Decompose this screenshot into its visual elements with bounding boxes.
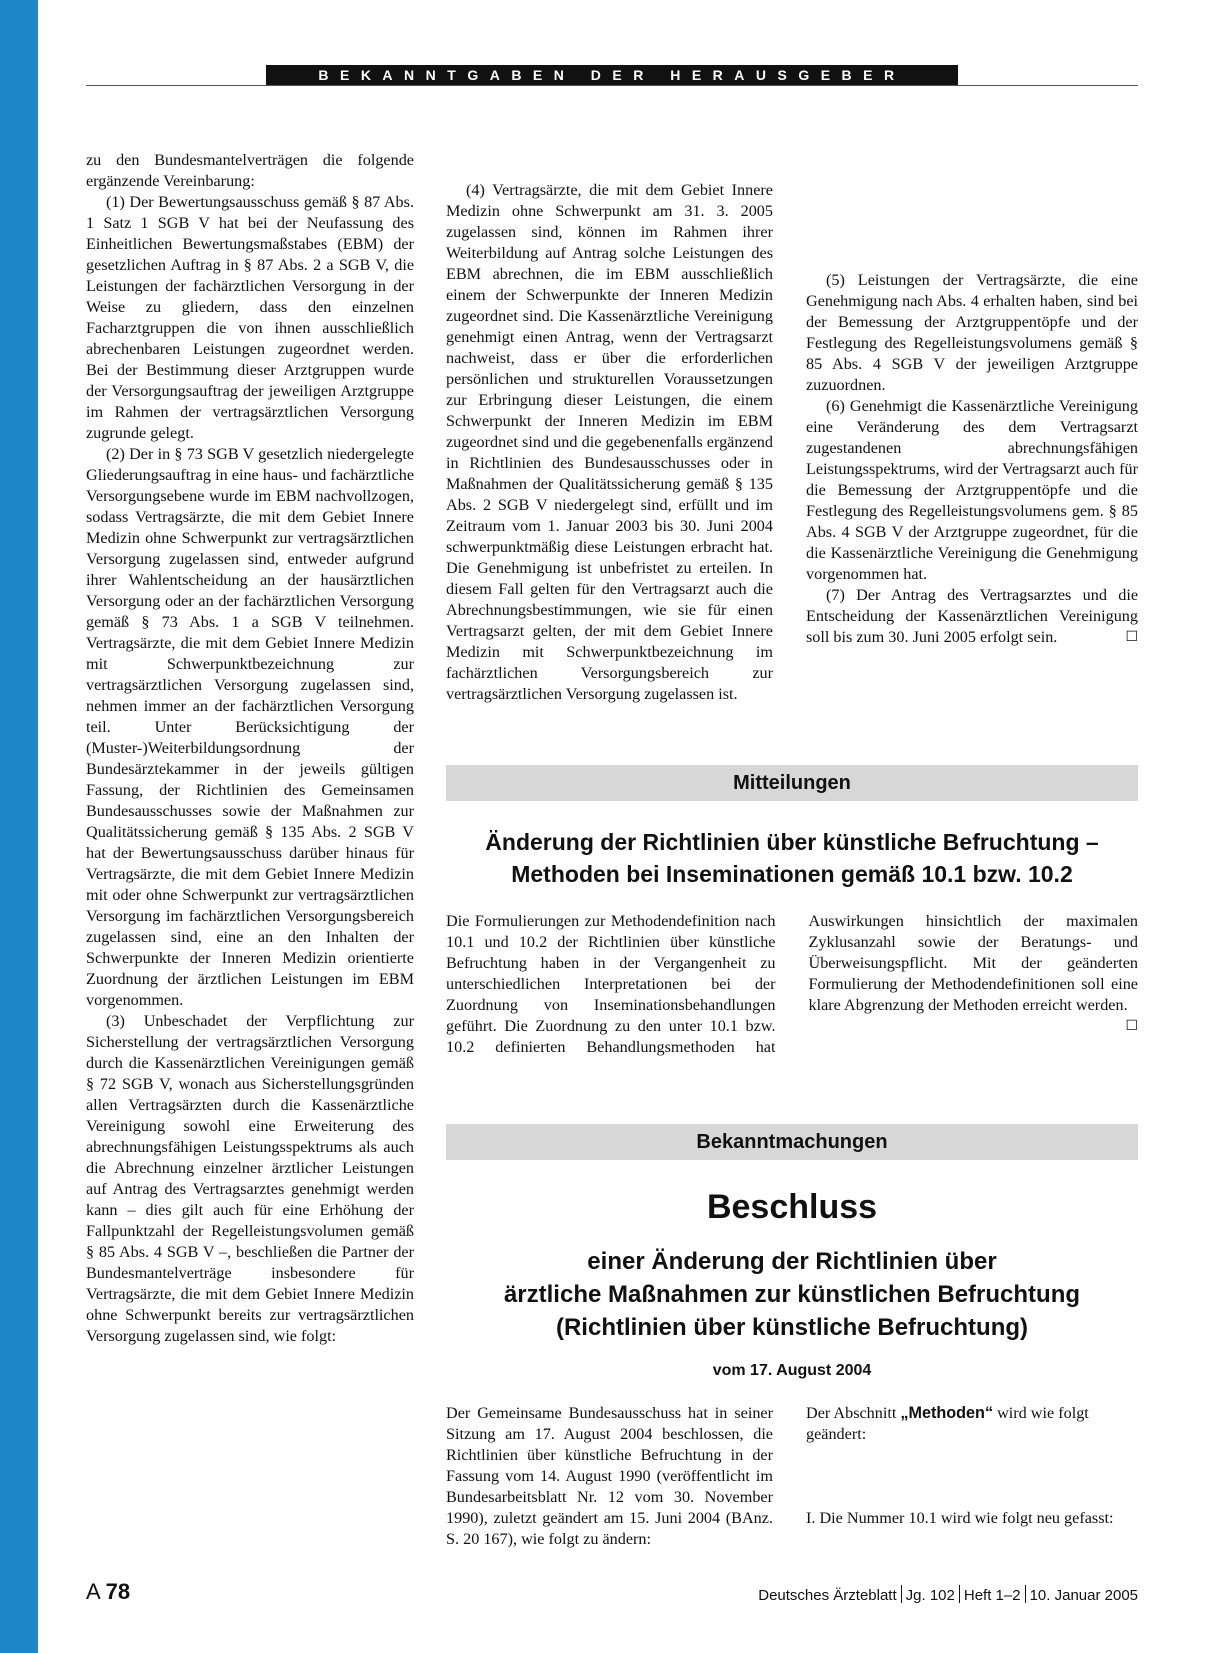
subtitle-line: (Richtlinien über künstliche Befruchtung) bbox=[555, 1314, 1029, 1341]
section-name: „Methoden“ bbox=[900, 1404, 994, 1422]
paragraph: (6) Genehmigt die Kassenärztliche Vereinigung eine Veränderung des dem Vertragsarzt zugestandenen abrechnungsfähigen Leistungsspektrums, wird der Vertragsarzt auch für die Bemessung der Arztgruppentöpfe und die Festlegung des Regelleistungsvolumens gem. § 85 Abs. 4 SGB V der Arztgruppe zugeordnet, für die die Kassenärztliche Vereinigung die Genehmigung vorgenommen hat. bbox=[806, 397, 1138, 583]
title-line: Änderung der Richtlinien über künstliche Befruchtung – bbox=[485, 829, 1099, 855]
section-header-band: BEKANNTGABEN DER HERAUSGEBER bbox=[266, 65, 958, 85]
decision-column-right bbox=[806, 1403, 1138, 1529]
text-column-2 bbox=[446, 180, 773, 705]
side-color-bar bbox=[0, 0, 38, 1653]
decision-title: Beschluss bbox=[706, 1188, 878, 1226]
text-column-1 bbox=[86, 150, 414, 1347]
paragraph: Der Abschnitt „Methoden“ wird wie folgt geändert: bbox=[806, 1404, 1089, 1443]
subtitle-line: ärztliche Maßnahmen zur künstlichen Befruchtung bbox=[503, 1281, 1081, 1308]
title-line: Methoden bei Inseminationen gemäß 10.1 bzw. 10.2 bbox=[511, 861, 1073, 887]
footer-citation bbox=[758, 1585, 1138, 1604]
page-number: A 78 bbox=[86, 1579, 131, 1604]
footer-separator bbox=[1025, 1585, 1026, 1603]
text-column-3 bbox=[806, 270, 1138, 648]
decision-subtitle bbox=[446, 1245, 1138, 1344]
decision-date: vom 17. August 2004 bbox=[712, 1362, 872, 1379]
end-mark: ☐ bbox=[1125, 629, 1138, 645]
volume: Jg. 102 bbox=[905, 1587, 955, 1604]
end-mark: ☐ bbox=[1125, 1018, 1138, 1034]
decision-column-left bbox=[446, 1403, 773, 1550]
journal-name: Deutsches Ärzteblatt bbox=[758, 1587, 897, 1604]
subtitle-line: einer Änderung der Richtlinien über bbox=[587, 1248, 997, 1275]
issue-date: 10. Januar 2005 bbox=[1029, 1587, 1138, 1604]
section-band-mitteilungen: Mitteilungen bbox=[446, 765, 1138, 801]
paragraph: (4) Vertragsärzte, die mit dem Gebiet Innere Medizin ohne Schwerpunkt am 31. 3. 2005 zugelassen sind, können im Rahmen ihrer Weiterbildung auf Antrag solche Leistungen des EBM abrechnen, die im EBM ausschließlich einem der Schwerpunkte der Inneren Medizin zugeordnet sind. Die Kassenärztliche Vereinigung genehmigt einen Antrag, wenn der Vertragsarzt nachweist, dass er über die erforderlichen persönlichen und strukturellen Voraussetzungen zur Erbringung dieser Leistungen, die einem Schwerpunkt der Inneren Medizin im EBM zugeordnet sind und die gegebenenfalls ergänzend in Richtlinien des Bundesausschusses oder in Maßnahmen der Qualitätssicherung gemäß § 135 Abs. 2 SGB V niedergelegt sind, erfüllt und im Zeitraum vom 1. Januar 2003 bis 30. Juni 2004 schwerpunktmäßig diese Leistungen erbracht hat. Die Genehmigung ist unbefristet zu erteilen. In diesem Fall gelten für den Vertragsarzt auch die Abrechnungsbestimmungen, wie sie für einen Vertragsarzt gelten, der mit dem Gebiet Innere Medizin mit Schwerpunktbezeichnung im fachärztlichen Versorgungsbereich zur vertragsärztlichen Versorgung zugelassen ist. bbox=[446, 181, 773, 703]
footer-separator bbox=[901, 1585, 902, 1603]
paragraph: (2) Der in § 73 SGB V gesetzlich niedergelegte Gliederungsauftrag in eine haus- und fachärztliche Versorgungsebene wurde im EBM nachvollzogen, sodass Vertragsärzte, die mit dem Gebiet Innere Medizin ohne Schwerpunkt zur vertragsärztlichen Versorgung zugelassen sind, entweder aufgrund ihrer Wahlentscheidung an der hausärztlichen Versorgung oder an der fachärztlichen Versorgung gemäß § 73 Abs. 1 a SGB V teilnehmen. Vertragsärzte, die mit dem Gebiet Innere Medizin mit Schwerpunktbezeichnung zur vertragsärztlichen Versorgung zugelassen sind, nehmen immer an der fachärztlichen Versorgung teil. Unter Berücksichtigung der (Muster-)Weiterbildungsordnung der Bundesärztekammer in der jeweils gültigen Fassung, der Richtlinien des Gemeinsamen Bundesausschusses sowie der Maßnahmen zur Qualitätssicherung gemäß § 135 Abs. 2 SGB V hat der Bewertungsausschuss darüber hinaus für Vertragsärzte, die mit dem Gebiet Innere Medizin mit oder ohne Schwerpunkt zur vertragsärztlichen Versorgung im fachärztlichen Versorgungsbereich zugelassen sind, eine an den Inhalten der Schwerpunkte der Inneren Medizin orientierte Zuordnung der ärztlichen Leistungen im EBM vorgenommen. bbox=[86, 445, 414, 1009]
paragraph: zu den Bundesmantelverträgen die folgende ergänzende Vereinbarung: bbox=[86, 151, 414, 190]
paragraph: (1) Der Bewertungsausschuss gemäß § 87 Abs. 1 Satz 1 SGB V hat bei der Neufassung des Einheitlichen Bewertungsmaßstabes (EBM) der gesetzlichen Auftrag in § 87 Abs. 2 a SGB V, die Leistungen der fachärztlichen Versorgung in der Weise zu gliedern, dass den einzelnen Facharztgruppen die von ihnen ausschließlich abrechenbaren Leistungen zugeordnet werden. Bei der Bestimmung dieser Arztgruppen wurde der Versorgungsauftrag der jeweiligen Arztgruppe im Rahmen der vertragsärztlichen Versorgung zugrunde gelegt. bbox=[86, 193, 414, 442]
mitteilungen-text bbox=[446, 911, 1138, 1058]
section-band-bekanntmachungen: Bekanntmachungen bbox=[446, 1124, 1138, 1160]
article-title bbox=[446, 826, 1138, 890]
paragraph bbox=[806, 585, 1138, 648]
list-item: I. Die Nummer 10.1 wird wie folgt neu gefasst: bbox=[806, 1509, 1114, 1527]
paragraph: (3) Unbeschadet der Verpflichtung zur Sicherstellung der vertragsärztlichen Versorgung durch die Kassenärztlichen Vereinigungen gemäß § 72 SGB V, wonach aus Sicherstellungsgründen allen Vertragsärzten durch die Kassenärztliche Vereinigung sowohl eine Erweiterung des abrechnungsfähigen Leistungsspektrums als auch die Abrechnung einzelner ärztlicher Leistungen auf Antrag des Vertragsarztes genehmigt werden kann – dies gilt auch für eine Erhöhung der Fallpunktzahl der Regelleistungsvolumen gemäß § 85 Abs. 4 SGB V –, beschließen die Partner der Bundesmantelverträge insbesondere für Vertragsärzte, die mit dem Gebiet Innere Medizin ohne Schwerpunkt bereits zur vertragsärztlichen Versorgung zugelassen sind, wie folgt: bbox=[86, 1012, 414, 1345]
paragraph: (5) Leistungen der Vertragsärzte, die eine Genehmigung nach Abs. 4 erhalten haben, sind bei der Bemessung der Arztgruppentöpfe und der Festlegung des Regelleistungsvolumens gemäß § 85 Abs. 4 SGB V der jeweiligen Arztgruppe zuzuordnen. bbox=[806, 271, 1138, 394]
header-rule bbox=[86, 85, 1138, 86]
issue: Heft 1–2 bbox=[963, 1587, 1021, 1604]
paragraph-text: (7) Der Antrag des Vertragsarztes und die Entscheidung der Kassenärztlichen Vereinigung soll bis zum 30. Juni 2005 erfolgt sein. bbox=[806, 586, 1138, 646]
paragraph-text: Die Formulierungen zur Methodendefinition nach 10.1 und 10.2 der Richtlinien über künstliche Befruchtung haben in der Vergangenheit zu unterschiedlichen Interpretationen bei der Zuordnung von Inseminationsbehandlungen geführt. Die Zuordnung zu den unter 10.1 bzw. 10.2 definierten Behandlungsmethoden hat Auswirkungen hinsichtlich der maximalen Zyklusanzahl sowie der Beratungs- und Überweisungspflicht. Mit der geänderten Formulierung der Methodendefinitionen soll eine klare Abgrenzung der Methoden erreicht werden. bbox=[446, 912, 1138, 1056]
footer-separator bbox=[959, 1585, 960, 1603]
paragraph: Der Gemeinsame Bundesausschuss hat in seiner Sitzung am 17. August 2004 beschlossen, die Richtlinien über künstliche Befruchtung in der Fassung vom 14. August 1990 (veröffentlicht im Bundesarbeitsblatt Nr. 12 vom 30. November 1990), zuletzt geändert am 15. Juni 2004 (BAnz. S. 20 167), wie folgt zu ändern: bbox=[446, 1404, 773, 1548]
